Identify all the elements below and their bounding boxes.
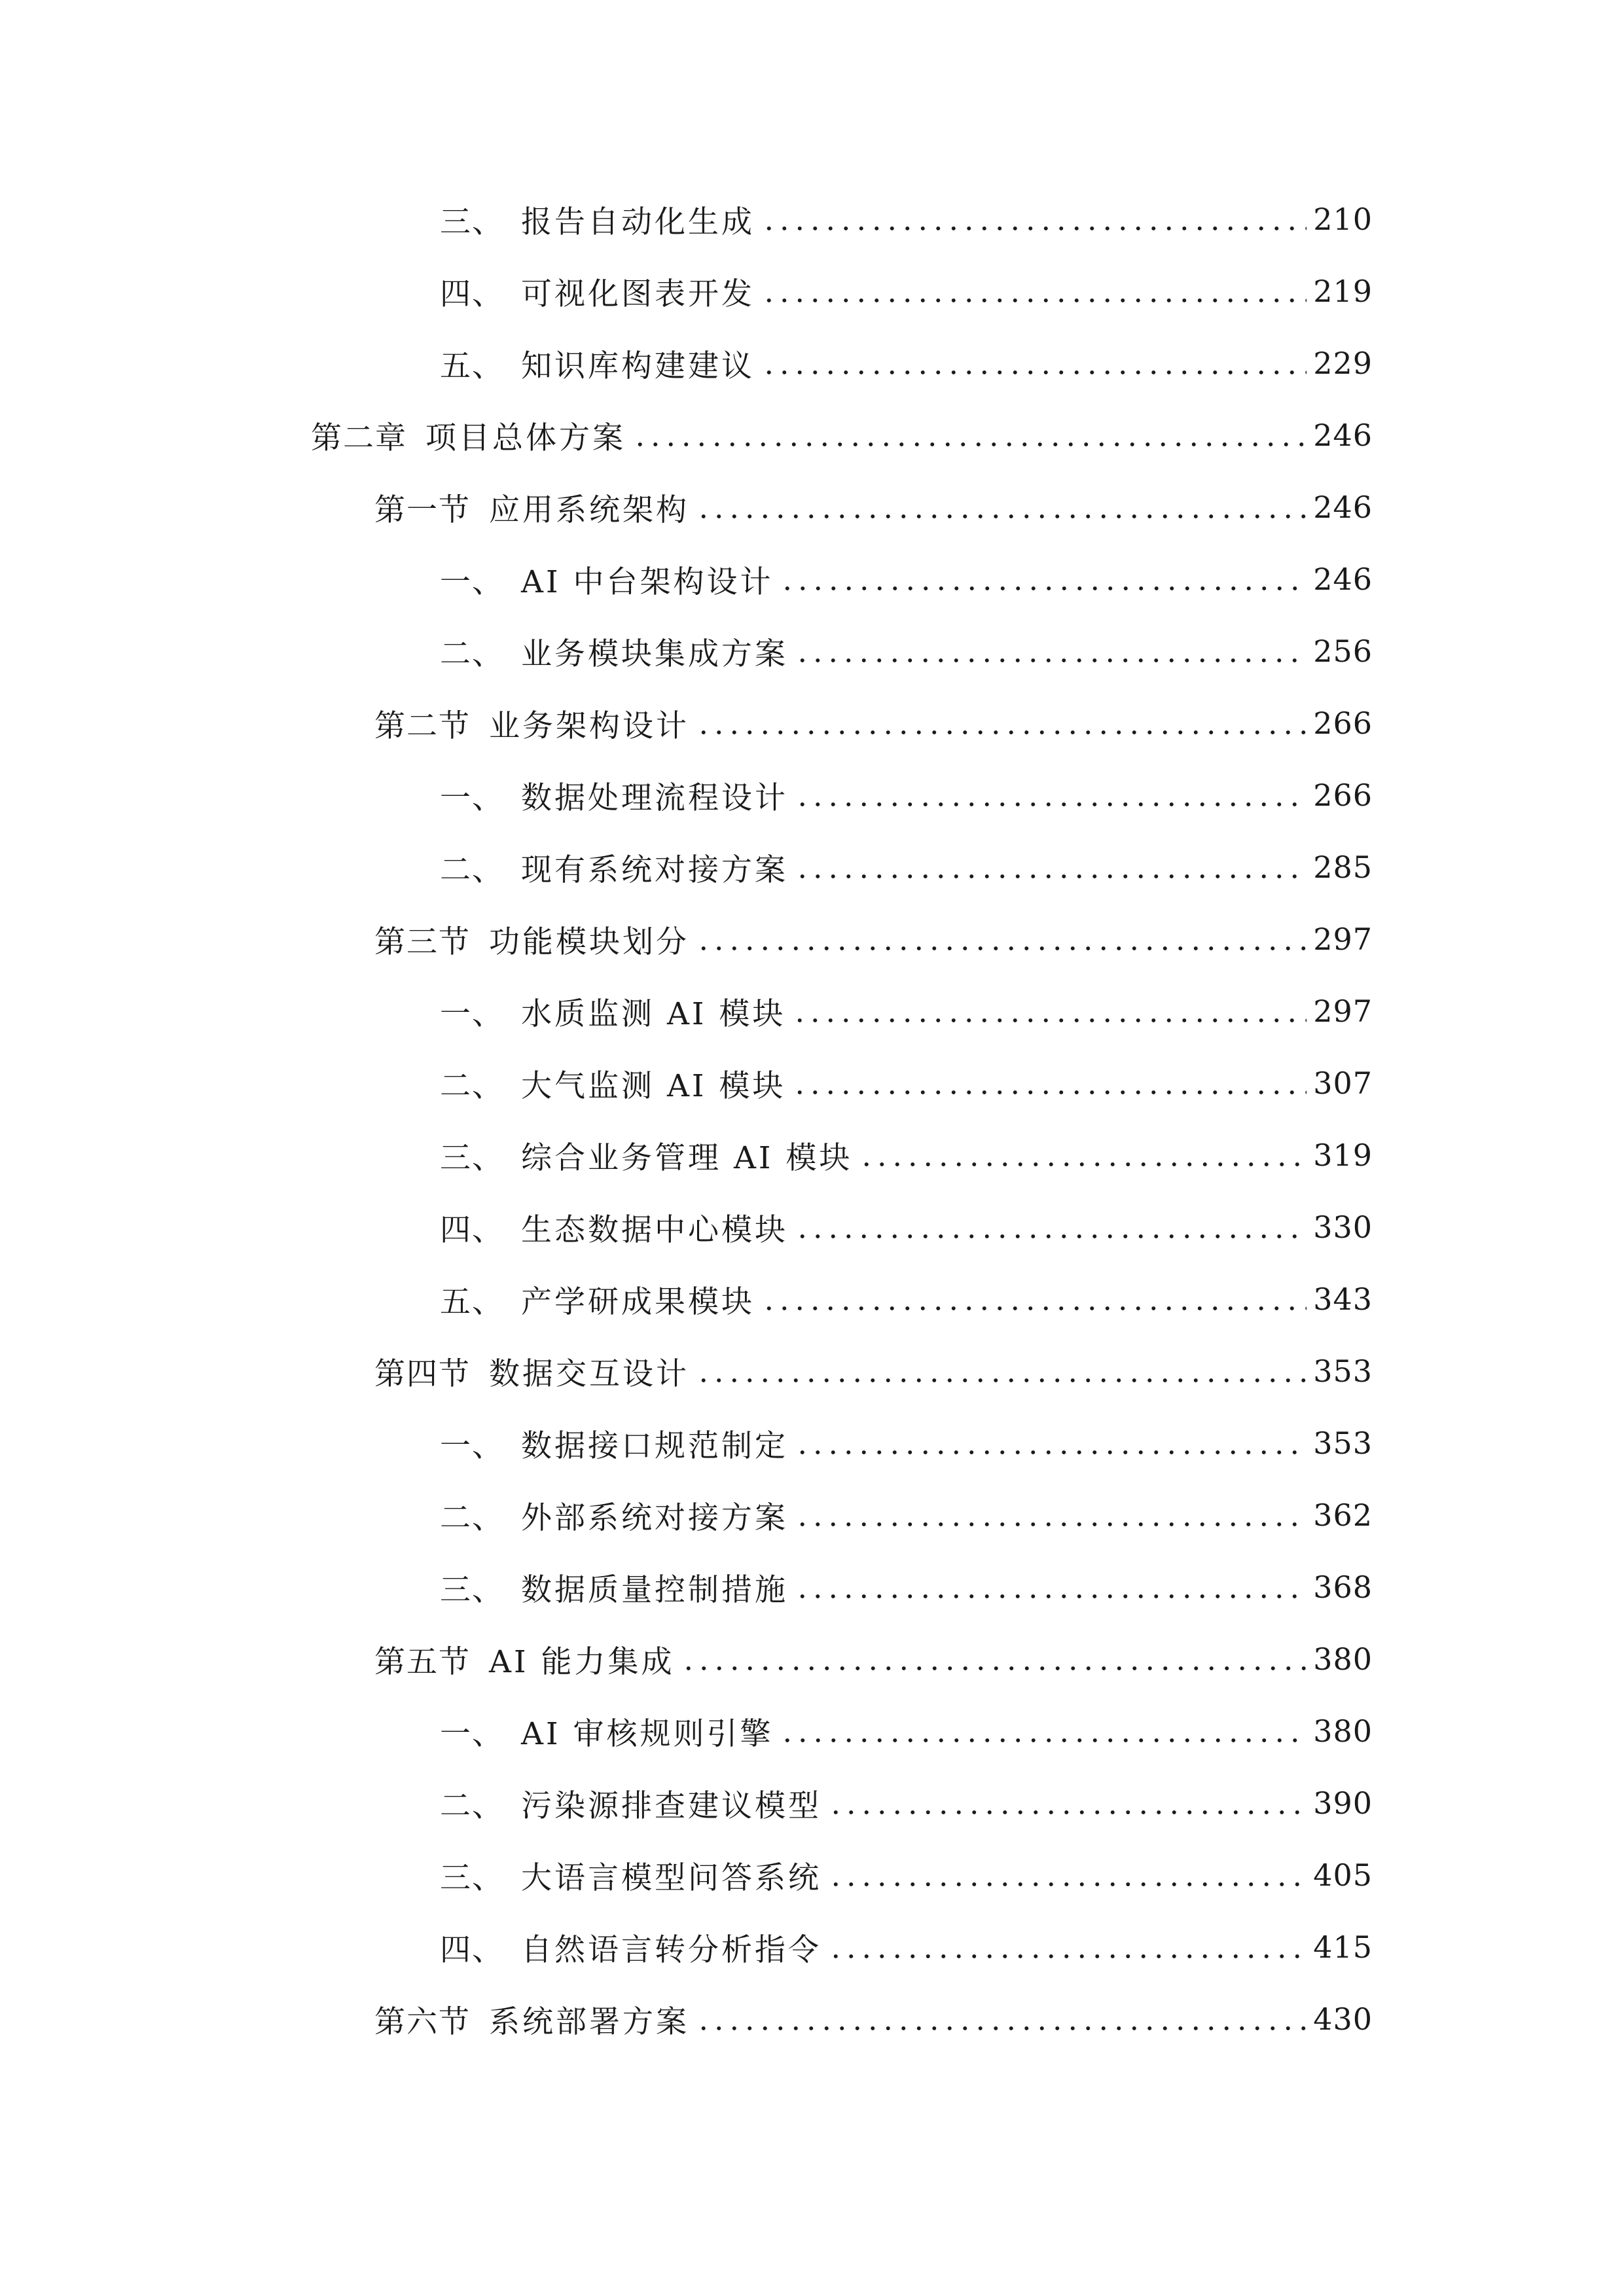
toc-entry-number: 一、 bbox=[440, 1715, 504, 1752]
dot-leader bbox=[795, 1551, 1307, 1623]
toc-entry-number: 四、 bbox=[440, 1931, 504, 1968]
toc-entry-title: 功能模块划分 bbox=[489, 924, 689, 960]
dot-leader bbox=[795, 1407, 1307, 1479]
dot-leader bbox=[795, 759, 1307, 831]
toc-entry-title: 业务模块集成方案 bbox=[521, 636, 788, 672]
toc-entry-number: 三、 bbox=[440, 204, 504, 240]
toc-entry-page: 405 bbox=[1313, 1857, 1373, 1893]
dot-leader bbox=[696, 687, 1307, 759]
dot-leader bbox=[761, 255, 1307, 327]
toc-entry-title: 产学研成果模块 bbox=[521, 1283, 755, 1320]
dot-leader bbox=[696, 1335, 1307, 1407]
table-of-contents bbox=[0, 183, 1624, 2055]
toc-entry-page: 415 bbox=[1313, 1929, 1373, 1965]
toc-entry-page: 246 bbox=[1313, 418, 1373, 453]
toc-entry-number: 五、 bbox=[440, 348, 504, 384]
toc-entry[interactable] bbox=[0, 1479, 1624, 1551]
toc-entry-page: 380 bbox=[1313, 1713, 1373, 1749]
dot-leader bbox=[795, 1191, 1307, 1263]
toc-entry-title: 自然语言转分析指令 bbox=[521, 1931, 821, 1968]
toc-entry-page: 343 bbox=[1313, 1282, 1373, 1317]
toc-entry-page: 297 bbox=[1313, 922, 1373, 957]
dot-leader bbox=[795, 1479, 1307, 1551]
dot-leader bbox=[761, 1263, 1307, 1335]
toc-entry[interactable] bbox=[0, 831, 1624, 903]
toc-entry-number: 一、 bbox=[440, 564, 504, 600]
toc-entry-number: 第五节 bbox=[374, 1643, 471, 1680]
toc-entry-page: 266 bbox=[1313, 778, 1373, 813]
toc-entry-title: AI 能力集成 bbox=[489, 1643, 675, 1680]
toc-entry-page: 362 bbox=[1313, 1498, 1373, 1533]
toc-entry-title: 知识库构建建议 bbox=[521, 348, 755, 384]
toc-entry-title: 业务架构设计 bbox=[489, 708, 689, 744]
toc-entry-title: 应用系统架构 bbox=[489, 492, 689, 528]
toc-entry-page: 353 bbox=[1313, 1354, 1373, 1389]
toc-entry-page: 256 bbox=[1313, 634, 1373, 669]
toc-entry-page: 246 bbox=[1313, 490, 1373, 525]
toc-entry-title: 项目总体方案 bbox=[425, 420, 626, 456]
dot-leader bbox=[696, 903, 1307, 975]
toc-section-entry[interactable] bbox=[0, 687, 1624, 759]
toc-entry-title: 报告自动化生成 bbox=[521, 204, 755, 240]
toc-entry-number: 四、 bbox=[440, 1211, 504, 1248]
toc-entry-number: 第二节 bbox=[374, 708, 471, 744]
toc-entry-title: 生态数据中心模块 bbox=[521, 1211, 788, 1248]
toc-entry-number: 四、 bbox=[440, 276, 504, 312]
dot-leader bbox=[780, 543, 1307, 615]
toc-entry[interactable] bbox=[0, 1911, 1624, 1983]
toc-entry-page: 219 bbox=[1313, 274, 1373, 309]
dot-leader bbox=[828, 1767, 1307, 1839]
toc-entry-number: 五、 bbox=[440, 1283, 504, 1320]
toc-entry[interactable] bbox=[0, 759, 1624, 831]
toc-entry[interactable] bbox=[0, 543, 1624, 615]
toc-entry-title: 大气监测 AI 模块 bbox=[521, 1067, 786, 1104]
dot-leader bbox=[792, 975, 1307, 1047]
toc-entry-page: 380 bbox=[1313, 1641, 1373, 1677]
dot-leader bbox=[681, 1623, 1307, 1695]
toc-entry-page: 285 bbox=[1313, 850, 1373, 885]
toc-entry[interactable] bbox=[0, 255, 1624, 327]
toc-entry-title: 数据交互设计 bbox=[489, 1355, 689, 1392]
toc-entry[interactable] bbox=[0, 1191, 1624, 1263]
dot-leader bbox=[828, 1839, 1307, 1911]
toc-entry-title: 数据处理流程设计 bbox=[521, 780, 788, 816]
toc-entry-page: 229 bbox=[1313, 346, 1373, 381]
toc-entry-title: 污染源排查建议模型 bbox=[521, 1787, 821, 1824]
toc-entry[interactable] bbox=[0, 1263, 1624, 1335]
toc-entry-page: 307 bbox=[1313, 1066, 1373, 1101]
toc-entry-number: 一、 bbox=[440, 780, 504, 816]
toc-entry-number: 三、 bbox=[440, 1859, 504, 1896]
toc-entry-title: AI 中台架构设计 bbox=[521, 564, 774, 600]
toc-entry-number: 一、 bbox=[440, 1427, 504, 1464]
dot-leader bbox=[696, 1983, 1307, 2055]
toc-entry-number: 三、 bbox=[440, 1139, 504, 1176]
toc-entry[interactable] bbox=[0, 1407, 1624, 1479]
toc-entry-number: 二、 bbox=[440, 1787, 504, 1824]
toc-entry-page: 368 bbox=[1313, 1570, 1373, 1605]
toc-entry-number: 二、 bbox=[440, 1499, 504, 1536]
dot-leader bbox=[795, 615, 1307, 687]
dot-leader bbox=[761, 183, 1307, 255]
toc-entry-title: 现有系统对接方案 bbox=[521, 852, 788, 888]
toc-entry-number: 二、 bbox=[440, 852, 504, 888]
toc-entry[interactable] bbox=[0, 183, 1624, 255]
toc-entry[interactable] bbox=[0, 1767, 1624, 1839]
toc-entry-number: 一、 bbox=[440, 996, 504, 1032]
toc-section-entry[interactable] bbox=[0, 471, 1624, 543]
dot-leader bbox=[792, 1047, 1307, 1119]
toc-entry-page: 353 bbox=[1313, 1426, 1373, 1461]
toc-entry-number: 第四节 bbox=[374, 1355, 471, 1392]
toc-entry-title: 水质监测 AI 模块 bbox=[521, 996, 786, 1032]
toc-entry-page: 390 bbox=[1313, 1785, 1373, 1821]
toc-entry[interactable] bbox=[0, 1695, 1624, 1767]
toc-entry-number: 第三节 bbox=[374, 924, 471, 960]
toc-entry-title: 综合业务管理 AI 模块 bbox=[521, 1139, 853, 1176]
toc-entry-number: 三、 bbox=[440, 1571, 504, 1608]
toc-entry[interactable] bbox=[0, 1839, 1624, 1911]
toc-entry-page: 319 bbox=[1313, 1138, 1373, 1173]
toc-section-entry[interactable] bbox=[0, 1335, 1624, 1407]
toc-entry-number: 第六节 bbox=[374, 2003, 471, 2040]
dot-leader bbox=[696, 471, 1307, 543]
toc-entry[interactable] bbox=[0, 1047, 1624, 1119]
toc-entry[interactable] bbox=[0, 975, 1624, 1047]
toc-entry-number: 二、 bbox=[440, 636, 504, 672]
toc-entry-title: 外部系统对接方案 bbox=[521, 1499, 788, 1536]
toc-entry-title: 可视化图表开发 bbox=[521, 276, 755, 312]
dot-leader bbox=[632, 399, 1307, 471]
toc-entry[interactable] bbox=[0, 1551, 1624, 1623]
dot-leader bbox=[780, 1695, 1307, 1767]
toc-entry-page: 210 bbox=[1313, 202, 1373, 237]
toc-entry-number: 第二章 bbox=[311, 420, 407, 456]
toc-entry-title: 数据质量控制措施 bbox=[521, 1571, 788, 1608]
toc-entry-title: AI 审核规则引擎 bbox=[521, 1715, 774, 1752]
toc-section-entry[interactable] bbox=[0, 1983, 1624, 2055]
toc-entry-page: 266 bbox=[1313, 706, 1373, 741]
toc-entry-page: 246 bbox=[1313, 562, 1373, 597]
dot-leader bbox=[761, 327, 1307, 399]
toc-entry[interactable] bbox=[0, 615, 1624, 687]
toc-entry-title: 系统部署方案 bbox=[489, 2003, 689, 2040]
toc-entry[interactable] bbox=[0, 1119, 1624, 1191]
dot-leader bbox=[795, 831, 1307, 903]
toc-section-entry[interactable] bbox=[0, 903, 1624, 975]
toc-entry[interactable] bbox=[0, 327, 1624, 399]
toc-entry-number: 二、 bbox=[440, 1067, 504, 1104]
toc-entry-title: 数据接口规范制定 bbox=[521, 1427, 788, 1464]
toc-entry-page: 330 bbox=[1313, 1210, 1373, 1245]
toc-entry-number: 第一节 bbox=[374, 492, 471, 528]
toc-chapter-entry[interactable] bbox=[0, 399, 1624, 471]
toc-section-entry[interactable] bbox=[0, 1623, 1624, 1695]
dot-leader bbox=[828, 1911, 1307, 1983]
toc-entry-page: 430 bbox=[1313, 2001, 1373, 2037]
toc-entry-page: 297 bbox=[1313, 994, 1373, 1029]
dot-leader bbox=[859, 1119, 1307, 1191]
toc-entry-title: 大语言模型问答系统 bbox=[521, 1859, 821, 1896]
